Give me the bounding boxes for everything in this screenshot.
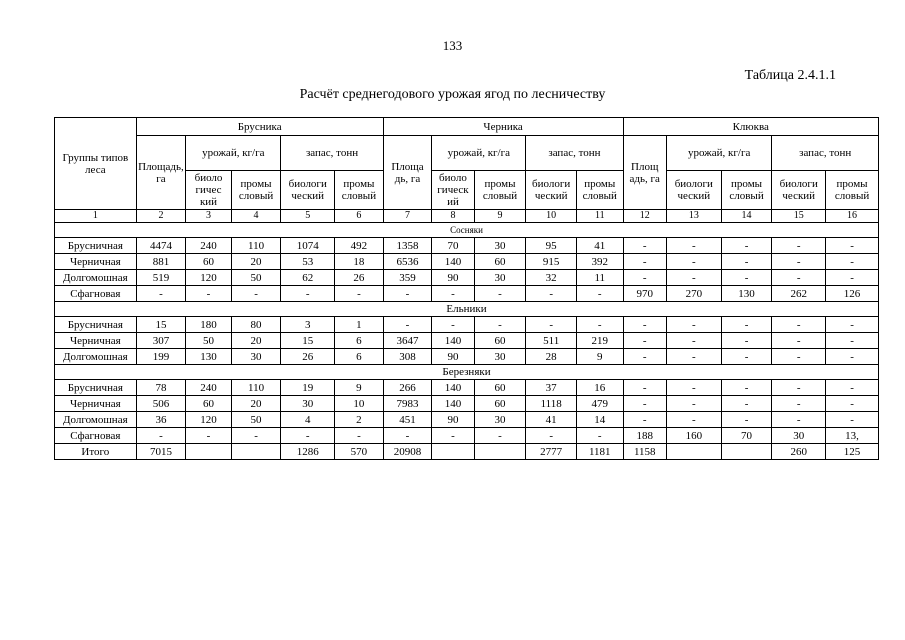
value-cell: - <box>666 396 721 412</box>
value-cell: 20 <box>231 254 281 270</box>
forest-type-cell: Сфагновая <box>55 428 137 444</box>
value-cell: 970 <box>623 286 666 302</box>
value-cell: - <box>826 238 879 254</box>
value-cell: - <box>826 349 879 365</box>
value-cell: - <box>666 238 721 254</box>
value-cell: 130 <box>721 286 772 302</box>
prom-header: промы словый <box>721 171 772 210</box>
value-cell: 1358 <box>383 238 432 254</box>
value-cell: - <box>721 238 772 254</box>
value-cell: 140 <box>432 396 474 412</box>
value-cell: 110 <box>231 380 281 396</box>
yield-header: урожай, кг/га <box>432 136 526 171</box>
bio-header: биологи ческий <box>772 171 826 210</box>
value-cell: - <box>772 349 826 365</box>
table-row <box>55 428 879 444</box>
value-cell: - <box>526 428 577 444</box>
value-cell: - <box>623 254 666 270</box>
value-cell: 240 <box>186 238 231 254</box>
column-number-cell: 12 <box>623 210 666 223</box>
value-cell: 9 <box>576 349 623 365</box>
value-cell: 180 <box>186 317 231 333</box>
value-cell: - <box>383 317 432 333</box>
value-cell: - <box>721 333 772 349</box>
value-cell: - <box>576 317 623 333</box>
forest-type-cell: Долгомошная <box>55 349 137 365</box>
species-header-cranberry: Клюква <box>623 118 878 136</box>
table-body <box>55 210 879 460</box>
value-cell: 80 <box>231 317 281 333</box>
value-cell: - <box>335 286 384 302</box>
column-number-cell: 3 <box>186 210 231 223</box>
table-row <box>55 349 879 365</box>
value-cell: 15 <box>281 333 335 349</box>
stock-header: запас, тонн <box>772 136 879 171</box>
value-cell: - <box>666 270 721 286</box>
column-number-cell: 7 <box>383 210 432 223</box>
stock-header: запас, тонн <box>526 136 623 171</box>
total-row <box>55 444 879 460</box>
value-cell: 18 <box>335 254 384 270</box>
section-row <box>55 223 879 238</box>
total-value-cell: 1286 <box>281 444 335 460</box>
value-cell: - <box>826 333 879 349</box>
value-cell: 60 <box>186 396 231 412</box>
value-cell: 9 <box>335 380 384 396</box>
value-cell: 126 <box>826 286 879 302</box>
value-cell: - <box>281 286 335 302</box>
forest-type-cell: Брусничная <box>55 380 137 396</box>
value-cell: 60 <box>474 254 526 270</box>
total-value-cell <box>474 444 526 460</box>
total-label: Итого <box>55 444 137 460</box>
value-cell: 78 <box>136 380 186 396</box>
column-number-cell: 11 <box>576 210 623 223</box>
value-cell: 308 <box>383 349 432 365</box>
table-row <box>55 270 879 286</box>
stock-header: запас, тонн <box>281 136 383 171</box>
value-cell: 41 <box>576 238 623 254</box>
value-cell: 19 <box>281 380 335 396</box>
value-cell: - <box>623 349 666 365</box>
value-cell: - <box>666 349 721 365</box>
value-cell: - <box>772 270 826 286</box>
value-cell: 359 <box>383 270 432 286</box>
value-cell: - <box>623 270 666 286</box>
value-cell: - <box>772 412 826 428</box>
value-cell: - <box>772 317 826 333</box>
section-title: Сосняки <box>55 223 879 238</box>
total-value-cell <box>432 444 474 460</box>
value-cell: 392 <box>576 254 623 270</box>
value-cell: 95 <box>526 238 577 254</box>
value-cell: - <box>231 286 281 302</box>
value-cell: 188 <box>623 428 666 444</box>
value-cell: - <box>772 238 826 254</box>
total-value-cell: 260 <box>772 444 826 460</box>
value-cell: - <box>772 254 826 270</box>
forest-type-cell: Брусничная <box>55 238 137 254</box>
value-cell: - <box>666 254 721 270</box>
value-cell: 110 <box>231 238 281 254</box>
total-value-cell <box>186 444 231 460</box>
column-number-cell: 9 <box>474 210 526 223</box>
value-cell: - <box>721 412 772 428</box>
value-cell: 28 <box>526 349 577 365</box>
value-cell: 1074 <box>281 238 335 254</box>
forest-type-cell: Сфагновая <box>55 286 137 302</box>
value-cell: 4 <box>281 412 335 428</box>
value-cell: 90 <box>432 412 474 428</box>
value-cell: - <box>526 286 577 302</box>
value-cell: 130 <box>186 349 231 365</box>
column-number-cell: 15 <box>772 210 826 223</box>
value-cell: - <box>576 428 623 444</box>
value-cell: - <box>623 412 666 428</box>
column-number-cell: 13 <box>666 210 721 223</box>
value-cell: 140 <box>432 333 474 349</box>
value-cell: 37 <box>526 380 577 396</box>
value-cell: 26 <box>335 270 384 286</box>
value-cell: 32 <box>526 270 577 286</box>
total-value-cell <box>666 444 721 460</box>
value-cell: 62 <box>281 270 335 286</box>
value-cell: 50 <box>186 333 231 349</box>
value-cell: - <box>721 270 772 286</box>
value-cell: 30 <box>772 428 826 444</box>
bio-header: биологи ческий <box>666 171 721 210</box>
prom-header: промы словый <box>231 171 281 210</box>
value-cell: - <box>772 380 826 396</box>
value-cell: 3647 <box>383 333 432 349</box>
value-cell: 30 <box>281 396 335 412</box>
value-cell: 1 <box>335 317 384 333</box>
value-cell: - <box>721 317 772 333</box>
forest-type-cell: Долгомошная <box>55 270 137 286</box>
value-cell: 14 <box>576 412 623 428</box>
value-cell: 13, <box>826 428 879 444</box>
value-cell: 30 <box>474 349 526 365</box>
value-cell: - <box>136 428 186 444</box>
value-cell: 20 <box>231 333 281 349</box>
value-cell: - <box>186 286 231 302</box>
species-header-bilberry: Черника <box>383 118 623 136</box>
value-cell: - <box>474 286 526 302</box>
value-cell: - <box>826 396 879 412</box>
value-cell: 307 <box>136 333 186 349</box>
column-number-cell: 10 <box>526 210 577 223</box>
value-cell: 53 <box>281 254 335 270</box>
table-row <box>55 396 879 412</box>
value-cell: 479 <box>576 396 623 412</box>
value-cell: - <box>826 254 879 270</box>
value-cell: - <box>432 286 474 302</box>
value-cell: 219 <box>576 333 623 349</box>
table-label: Таблица 2.4.1.1 <box>744 68 836 83</box>
value-cell: - <box>474 428 526 444</box>
value-cell: 70 <box>721 428 772 444</box>
value-cell: - <box>666 412 721 428</box>
bio-header: биоло гическ ий <box>432 171 474 210</box>
bio-header: биологи ческий <box>281 171 335 210</box>
column-number-cell: 5 <box>281 210 335 223</box>
value-cell: 451 <box>383 412 432 428</box>
value-cell: 60 <box>474 333 526 349</box>
total-value-cell: 2777 <box>526 444 577 460</box>
value-cell: - <box>721 349 772 365</box>
forest-type-cell: Черничная <box>55 254 137 270</box>
value-cell: 2 <box>335 412 384 428</box>
total-value-cell: 570 <box>335 444 384 460</box>
value-cell: - <box>383 428 432 444</box>
total-value-cell: 20908 <box>383 444 432 460</box>
forest-type-cell: Долгомошная <box>55 412 137 428</box>
page-number: 133 <box>442 38 463 53</box>
value-cell: 36 <box>136 412 186 428</box>
total-value-cell <box>721 444 772 460</box>
value-cell: 270 <box>666 286 721 302</box>
table-row <box>55 286 879 302</box>
value-cell: 240 <box>186 380 231 396</box>
table-row <box>55 238 879 254</box>
value-cell: 30 <box>474 412 526 428</box>
total-value-cell: 1181 <box>576 444 623 460</box>
value-cell: - <box>432 428 474 444</box>
prom-header: промы словый <box>474 171 526 210</box>
value-cell: 41 <box>526 412 577 428</box>
value-cell: - <box>136 286 186 302</box>
value-cell: - <box>623 380 666 396</box>
value-cell: 30 <box>231 349 281 365</box>
value-cell: - <box>623 396 666 412</box>
yield-header: урожай, кг/га <box>186 136 281 171</box>
value-cell: - <box>826 317 879 333</box>
value-cell: - <box>432 317 474 333</box>
value-cell: 70 <box>432 238 474 254</box>
total-value-cell: 7015 <box>136 444 186 460</box>
value-cell: - <box>281 428 335 444</box>
total-value-cell: 1158 <box>623 444 666 460</box>
area-header: Площадь, га <box>136 136 186 210</box>
value-cell: 10 <box>335 396 384 412</box>
value-cell: 16 <box>576 380 623 396</box>
value-cell: 15 <box>136 317 186 333</box>
value-cell: 60 <box>474 396 526 412</box>
value-cell: - <box>623 238 666 254</box>
bio-header: биоло гичес кий <box>186 171 231 210</box>
value-cell: 120 <box>186 412 231 428</box>
table-row <box>55 254 879 270</box>
value-cell: 1118 <box>526 396 577 412</box>
forest-type-cell: Брусничная <box>55 317 137 333</box>
yield-header: урожай, кг/га <box>666 136 771 171</box>
prom-header: промы словый <box>576 171 623 210</box>
value-cell: 511 <box>526 333 577 349</box>
value-cell: - <box>623 333 666 349</box>
value-cell: - <box>576 286 623 302</box>
value-cell: 90 <box>432 349 474 365</box>
table-title: Расчёт среднегодового урожая ягод по лесничеству <box>299 87 606 102</box>
value-cell: - <box>666 333 721 349</box>
column-number-cell: 6 <box>335 210 384 223</box>
value-cell: 50 <box>231 270 281 286</box>
column-number-cell: 4 <box>231 210 281 223</box>
prom-header: промы словый <box>335 171 384 210</box>
value-cell: - <box>383 286 432 302</box>
value-cell: - <box>721 396 772 412</box>
table-row <box>55 380 879 396</box>
value-cell: 50 <box>231 412 281 428</box>
section-title: Ельники <box>55 302 879 317</box>
table-row <box>55 317 879 333</box>
value-cell: 915 <box>526 254 577 270</box>
value-cell: - <box>231 428 281 444</box>
value-cell: 519 <box>136 270 186 286</box>
value-cell: - <box>474 317 526 333</box>
value-cell: 11 <box>576 270 623 286</box>
value-cell: 30 <box>474 238 526 254</box>
forest-type-cell: Черничная <box>55 396 137 412</box>
value-cell: - <box>186 428 231 444</box>
value-cell: - <box>826 380 879 396</box>
value-cell: 140 <box>432 254 474 270</box>
value-cell: 199 <box>136 349 186 365</box>
column-number-cell: 16 <box>826 210 879 223</box>
value-cell: 20 <box>231 396 281 412</box>
value-cell: 60 <box>186 254 231 270</box>
value-cell: 120 <box>186 270 231 286</box>
species-header-lingonberry: Брусника <box>136 118 383 136</box>
area-header: Площа дь, га <box>383 136 432 210</box>
value-cell: - <box>526 317 577 333</box>
column-number-row <box>55 210 879 223</box>
section-title: Березняки <box>55 365 879 380</box>
prom-header: промы словый <box>826 171 879 210</box>
value-cell: 3 <box>281 317 335 333</box>
total-value-cell: 125 <box>826 444 879 460</box>
value-cell: 6 <box>335 349 384 365</box>
value-cell: 4474 <box>136 238 186 254</box>
value-cell: 492 <box>335 238 384 254</box>
section-row <box>55 302 879 317</box>
value-cell: 266 <box>383 380 432 396</box>
value-cell: - <box>772 333 826 349</box>
value-cell: - <box>772 396 826 412</box>
value-cell: 30 <box>474 270 526 286</box>
value-cell: - <box>335 428 384 444</box>
column-number-cell: 14 <box>721 210 772 223</box>
column-number-cell: 8 <box>432 210 474 223</box>
column-number-cell: 2 <box>136 210 186 223</box>
value-cell: - <box>623 317 666 333</box>
value-cell: - <box>721 254 772 270</box>
berry-yield-table <box>54 117 879 460</box>
section-row <box>55 365 879 380</box>
value-cell: 6 <box>335 333 384 349</box>
value-cell: - <box>666 380 721 396</box>
value-cell: 90 <box>432 270 474 286</box>
value-cell: 160 <box>666 428 721 444</box>
column-number-cell: 1 <box>55 210 137 223</box>
value-cell: - <box>666 317 721 333</box>
value-cell: 7983 <box>383 396 432 412</box>
value-cell: 6536 <box>383 254 432 270</box>
bio-header: биологи ческий <box>526 171 577 210</box>
table-row <box>55 333 879 349</box>
value-cell: 881 <box>136 254 186 270</box>
total-value-cell <box>231 444 281 460</box>
value-cell: 26 <box>281 349 335 365</box>
value-cell: - <box>826 412 879 428</box>
value-cell: 60 <box>474 380 526 396</box>
area-header: Площ адь, га <box>623 136 666 210</box>
value-cell: - <box>826 270 879 286</box>
group-column-header: Группы типов леса <box>55 118 137 210</box>
value-cell: 140 <box>432 380 474 396</box>
value-cell: - <box>721 380 772 396</box>
value-cell: 506 <box>136 396 186 412</box>
value-cell: 262 <box>772 286 826 302</box>
forest-type-cell: Черничная <box>55 333 137 349</box>
table-row <box>55 412 879 428</box>
